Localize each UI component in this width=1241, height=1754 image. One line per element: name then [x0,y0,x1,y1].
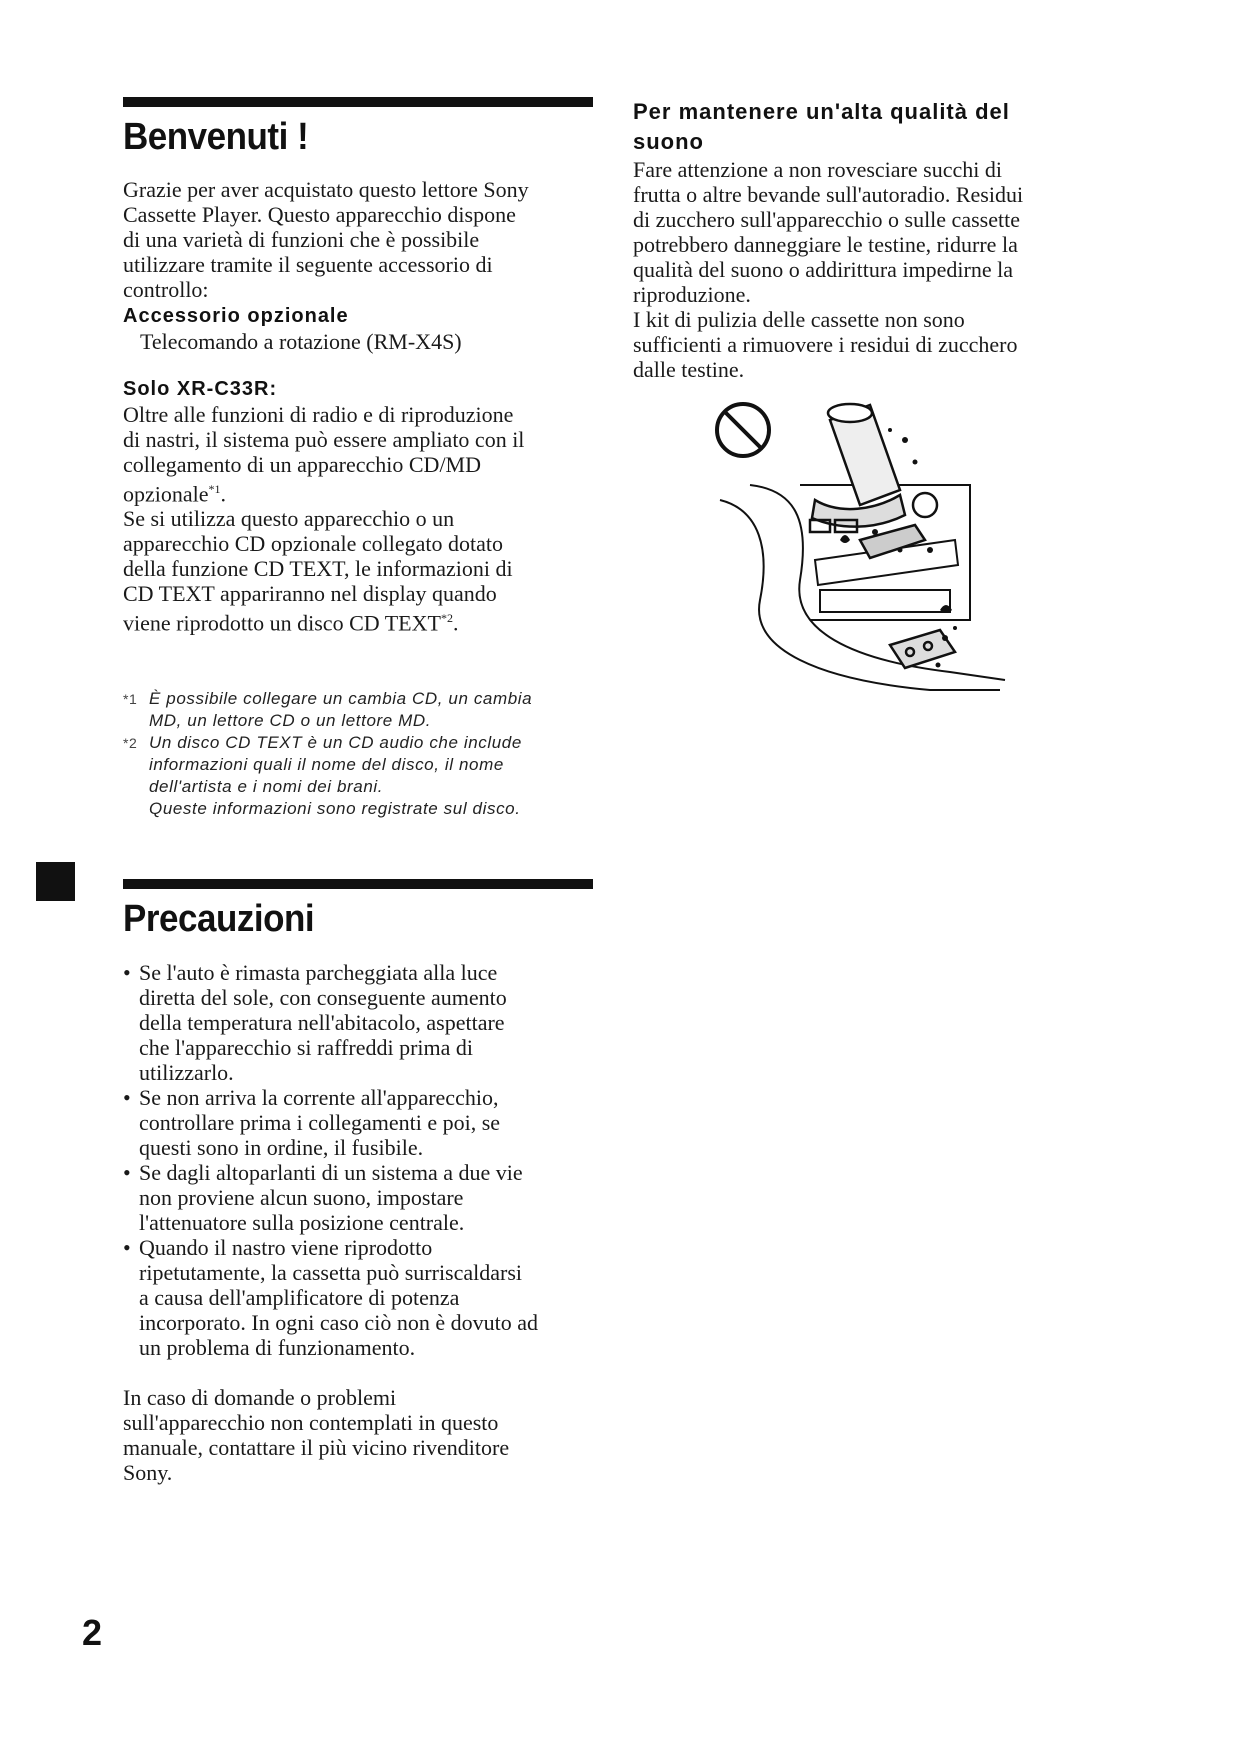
page-title-welcome: Benvenuti ! [123,116,309,158]
precautions-closing: In caso di domande o problemi sull'apparecchio non contemplati in questo manuale, contattare il più vicino rivenditore Sony. [123,1385,510,1485]
page-number: 2 [82,1612,103,1653]
model-heading: Solo XR-C33R: [123,378,278,400]
sound-section [633,97,1093,382]
spill-warning-illustration [700,390,1020,700]
accessory-heading: Accessorio opzionale [123,305,349,327]
list-item: • Se non arriva la corrente all'apparecchio, controllare prima i collegamenti e poi, se questi sono in ordine, il fusibile. [123,1085,501,1160]
section-rule-welcome [123,97,593,107]
model-text-2: Se si utilizza questo apparecchio o un apparecchio CD opzionale collegato dotato della funzione CD TEXT, le informazioni di CD TEXT appariranno nel display quando viene riprodotto un disco CD TEXT$^{*2}$. [123,506,513,636]
welcome-intro: Grazie per aver acquistato questo lettore Sony Cassette Player. Questo apparecchio dispone di una varietà di funzioni che è possibile utilizzare tramite il seguente accessorio di controllo: [123,177,529,302]
accessory-item: Telecomando a rotazione (RM-X4S) [140,329,462,354]
footnote-2: *2 Un disco CD TEXT è un CD audio che include [123,733,522,752]
model-text-1: Oltre alle funzioni di radio e di riproduzione di nastri, il sistema può essere ampliato con il collegamento di un apparecchio CD/MD opzionale$^{*1}$. [123,402,525,507]
list-item: • Quando il nastro viene riprodotto ripetutamente, la cassetta può surriscaldarsi a causa dell'amplificatore di potenza incorporato. In ogni caso ciò non è dovuto ad un problema di funzionamento. [123,1235,538,1360]
welcome-body [123,177,603,636]
section-marker [36,862,75,901]
list-item: • Se l'auto è rimasta parcheggiata alla luce diretta del sole, con conseguente aumento della temperatura nell'abitacolo, aspettare che l'apparecchio si raffreddi prima di utilizzarlo. [123,960,507,1085]
list-item: • Se dagli altoparlanti di un sistema a due vie non proviene alcun suono, impostare l'attenuatore sulla posizione centrale. [123,1160,523,1235]
footnote-ref-1: *1 [208,482,221,496]
sound-text: Fare attenzione a non rovesciare succhi di frutta o altre bevande sull'autoradio. Residui di zucchero sull'apparecchio o sulle cassette potrebbero danneggiare le testine, ridurre la qualità del suono o addirittura impedirne la riproduzione. I kit di pulizia delle cassette non sono sufficienti a rimuovere i residui di zucchero dalle testine. [633,157,1024,382]
cassette-icon [860,525,955,668]
footnote-ref-2: *2 [440,611,453,626]
page-title-precautions: Precauzioni [123,898,315,940]
prohibition-icon [717,404,769,456]
precautions-body [123,960,603,1485]
precautions-list [123,960,603,1360]
footnote-1: *1 È possibile collegare un cambia CD, un cambia [123,689,533,708]
section-rule-precautions [123,879,593,889]
footnotes: *1 È possibile collegare un cambia CD, un cambia MD, un lettore CD o un lettore MD. *2 Un disco CD TEXT è un CD audio che include informazioni quali il nome del disco, il nome dell'artista e i nomi dei brani. Queste informazioni sono registrate sul disco. [123,688,593,820]
sound-heading: Per mantenere un'alta qualità del suono [633,99,1010,154]
tipped-cup-icon [812,404,905,527]
